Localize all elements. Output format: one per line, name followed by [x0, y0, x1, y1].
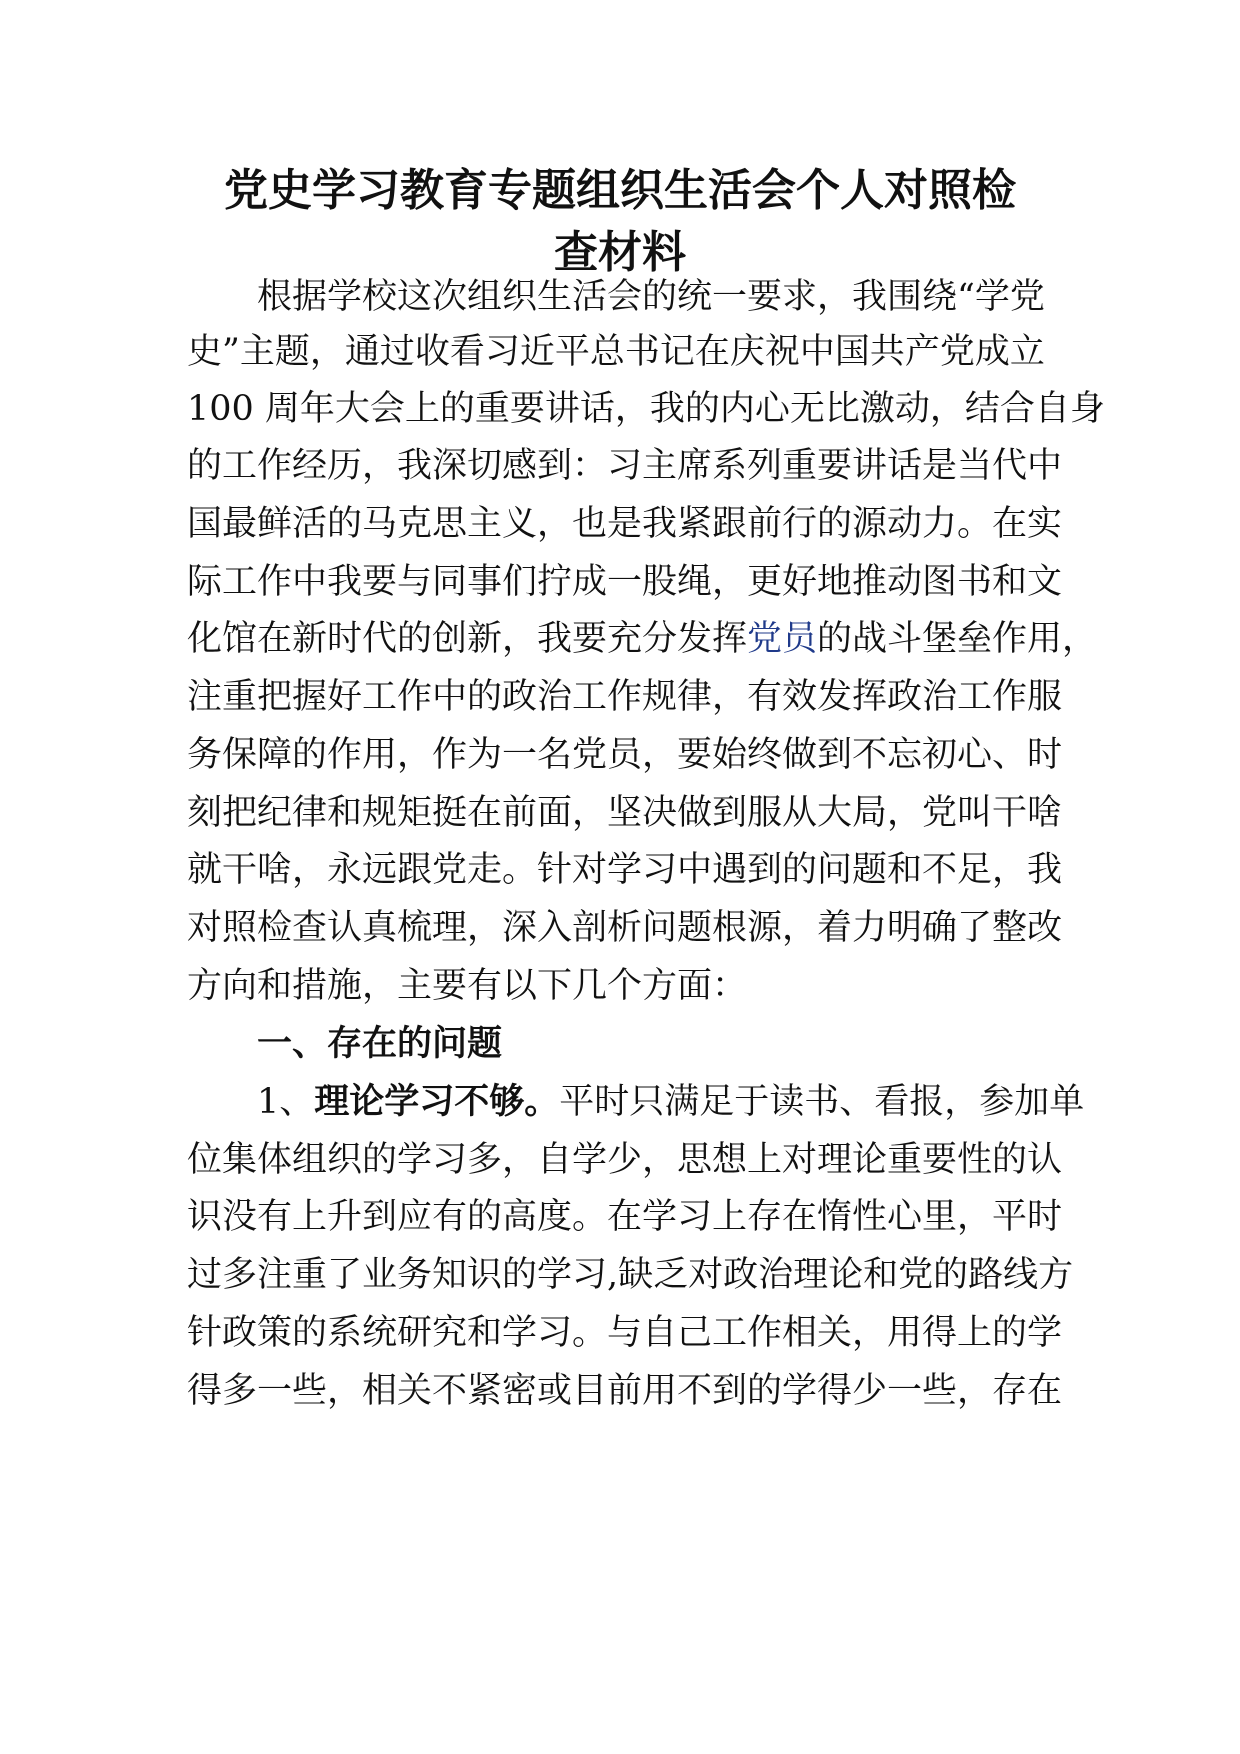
intro-line: 注重把握好工作中的政治工作规律，有效发挥政治工作服 [187, 677, 1063, 717]
intro-line: 际工作中我要与同事们拧成一股绳，更好地推动图书和文 [187, 562, 1063, 602]
intro-line: 的工作经历，我深切感到：习主席系列重要讲话是当代中 [187, 446, 1063, 486]
intro-line: 根据学校这次组织生活会的统一要求，我围绕“学党 [257, 277, 1045, 317]
item-line: 过多注重了业务知识的学习,缺乏对政治理论和党的路线方 [187, 1255, 1074, 1295]
intro-line: 国最鲜活的马克思主义，也是我紧跟前行的源动力。在实 [187, 504, 1063, 544]
party-member-link[interactable]: 党员 [747, 619, 818, 659]
intro-line: 100 周年大会上的重要讲话，我的内心无比激动，结合自身 [187, 389, 1105, 429]
intro-line: 就干啥，永远跟党走。针对学习中遇到的问题和不足，我 [187, 850, 1063, 890]
item-line: 得多一些，相关不紧密或目前用不到的学得少一些，存在 [187, 1371, 1063, 1411]
item-heading: 理论学习不够。 [314, 1082, 560, 1122]
section-heading: 一、存在的问题 [257, 1024, 503, 1064]
intro-line: 刻把纪律和规矩挺在前面，坚决做到服从大局，党叫干啥 [187, 793, 1063, 833]
title-line-2: 查材料 [554, 227, 686, 278]
intro-line-with-link [187, 617, 1097, 661]
item-line-first [257, 1080, 1084, 1124]
title-line-1: 党史学习教育专题组织生活会个人对照检 [224, 165, 1016, 216]
document-title [180, 160, 1060, 284]
intro-line: 史”主题，通过收看习近平总书记在庆祝中国共产党成立 [187, 332, 1045, 372]
intro-text: 化馆在新时代的创新，我要充分发挥 [187, 619, 748, 659]
intro-line: 对照检查认真梳理，深入剖析问题根源，着力明确了整改 [187, 908, 1063, 948]
intro-line: 方向和措施，主要有以下几个方面： [187, 966, 748, 1006]
item-line: 针政策的系统研究和学习。与自己工作相关，用得上的学 [187, 1313, 1063, 1353]
intro-line: 务保障的作用，作为一名党员，要始终做到不忘初心、时 [187, 735, 1063, 775]
intro-text: 的战斗堡垒作用， [817, 619, 1098, 659]
item-line: 位集体组织的学习多，自学少，思想上对理论重要性的认 [187, 1140, 1063, 1180]
item-number: 1、 [257, 1082, 315, 1122]
item-text: 平时只满足于读书、看报，参加单 [559, 1082, 1085, 1122]
item-line: 识没有上升到应有的高度。在学习上存在惰性心里，平时 [187, 1197, 1063, 1237]
